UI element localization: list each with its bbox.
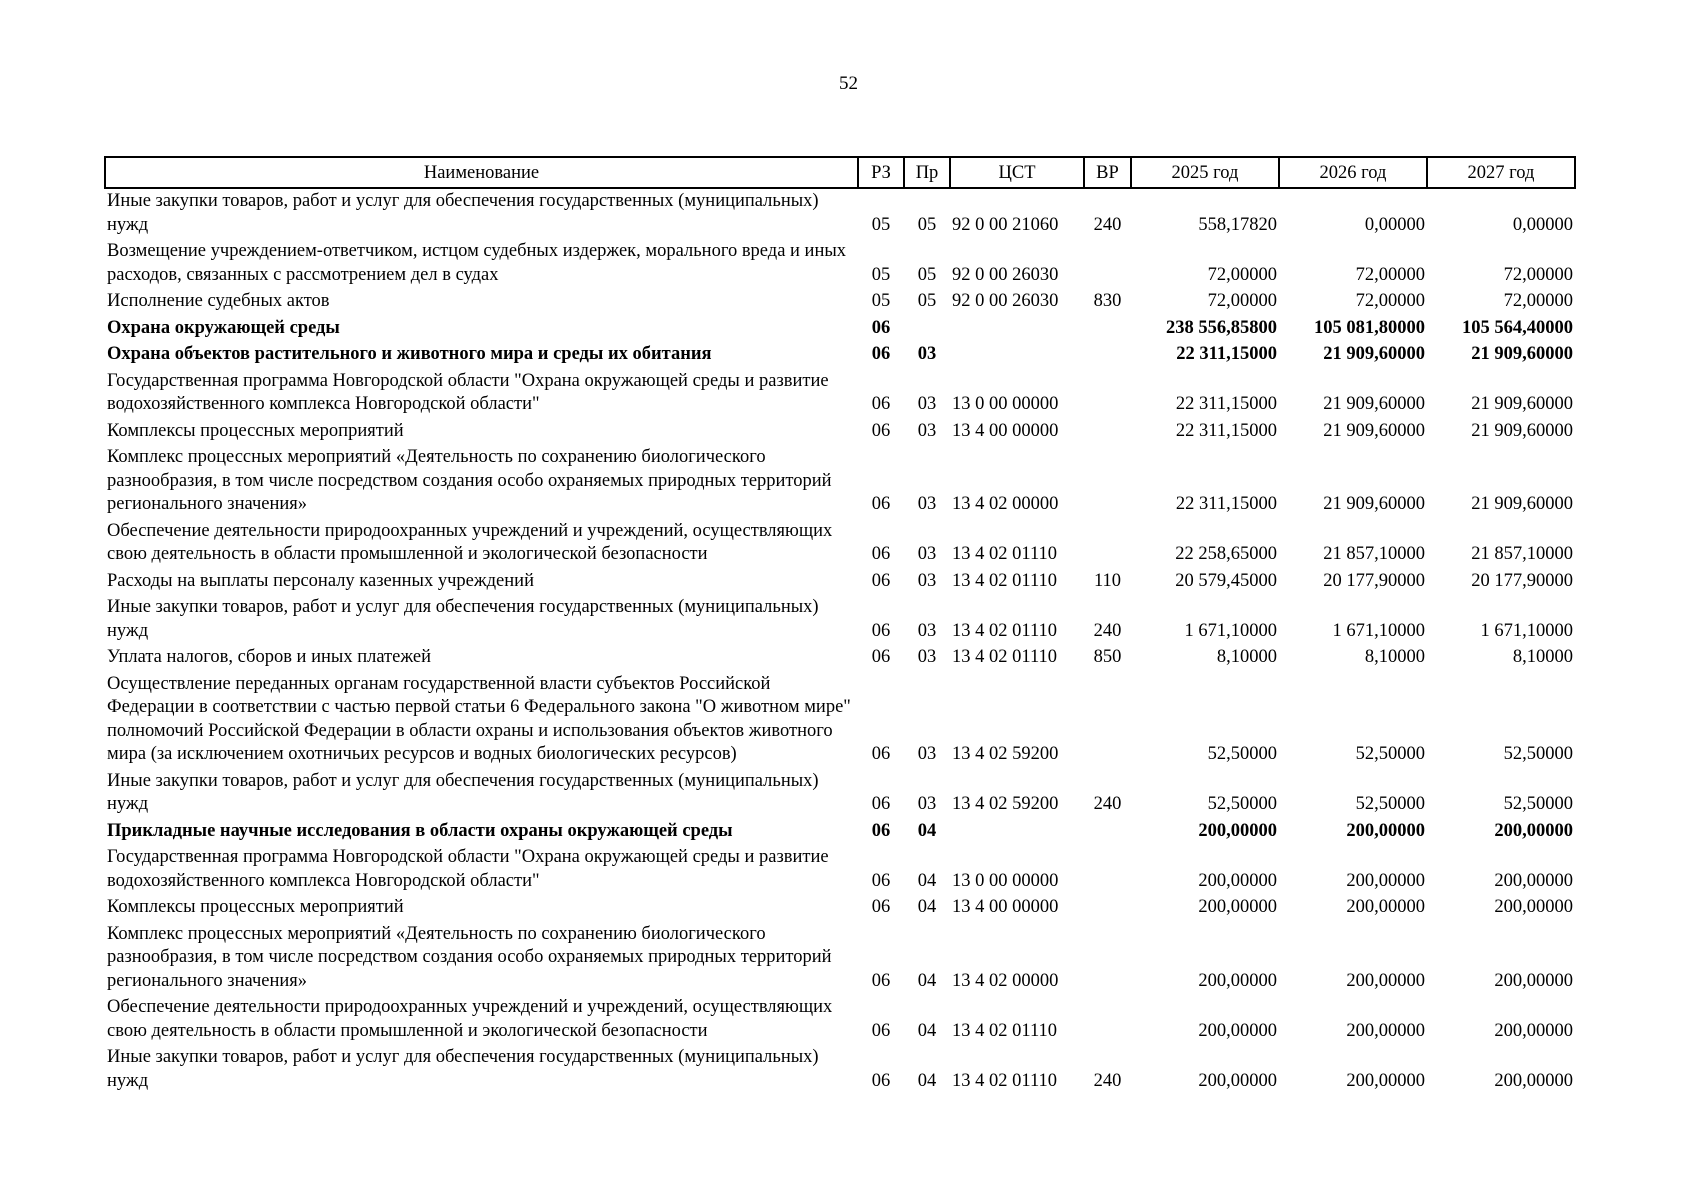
cell-2026: 21 909,60000 [1323,344,1425,364]
table-row [105,895,1575,922]
table-body [105,188,1575,1095]
table-row [105,845,1575,895]
cell-cst [950,316,1084,343]
cell-vr [1084,519,1131,569]
cell-rz: 06 [871,897,891,917]
cell-name: Комплексы процессных мероприятий [107,897,404,917]
cell-2027: 72,00000 [1503,264,1573,285]
cell-rz: 06 [871,420,891,441]
table-row [105,342,1575,369]
cell-2025: 200,00000 [1198,897,1277,917]
cell-2026: 52,50000 [1355,794,1425,814]
cell-2026: 52,50000 [1355,744,1425,764]
table-row [105,188,1575,239]
cell-name: Расходы на выплаты персоналу казенных учреждений [107,570,534,591]
cell-vr [1084,819,1131,846]
cell-rz: 06 [871,317,891,338]
column-header-2026: 2026 год [1279,157,1427,188]
cell-2026: 200,00000 [1346,1070,1425,1091]
cell-cst: 92 0 00 21060 [952,214,1059,235]
cell-pr: 04 [917,820,937,841]
column-header-2025: 2025 год [1131,157,1279,188]
cell-name: Иные закупки товаров, работ и услуг для обеспечения государственных (муниципальных) нужд [107,770,819,814]
cell-pr: 04 [917,897,937,917]
table-row [105,645,1575,672]
cell-rz: 06 [871,647,891,667]
cell-2026: 21 909,60000 [1323,494,1425,514]
cell-cst: 92 0 00 26030 [952,264,1059,285]
cell-2025: 558,17820 [1198,214,1277,235]
column-header-vr: ВР [1084,157,1131,188]
cell-2025: 1 671,10000 [1184,620,1277,641]
cell-rz: 06 [871,344,891,364]
cell-2027: 200,00000 [1494,897,1573,917]
cell-2027: 21 909,60000 [1471,344,1573,364]
cell-rz: 06 [871,970,891,991]
cell-rz: 06 [871,1020,891,1041]
cell-rz: 05 [871,291,891,311]
cell-2026: 8,10000 [1364,647,1425,667]
cell-cst: 13 4 00 00000 [952,897,1059,917]
cell-2027: 200,00000 [1494,1070,1573,1091]
cell-name: Обеспечение деятельности природоохранных учреждений и учреждений, осуществляющих свою деятельность в области промышленной и экологической безопасности [107,997,833,1041]
cell-2027: 52,50000 [1503,744,1573,764]
page-number: 52 [839,73,858,94]
table-header-row [105,157,1575,188]
cell-2025: 22 311,15000 [1176,344,1277,364]
cell-cst [950,819,1084,846]
cell-2025: 200,00000 [1198,1070,1277,1091]
cell-pr: 04 [917,1070,937,1091]
cell-vr [1084,672,1131,769]
cell-2027: 200,00000 [1494,820,1573,841]
cell-pr [904,316,950,343]
cell-rz: 05 [871,264,891,285]
cell-name: Комплекс процессных мероприятий «Деятельность по сохранению биологического разнообразия, в том числе посредством создания особо охраняемых природных территорий регионального значения» [107,923,832,991]
cell-name: Государственная программа Новгородской области "Охрана окружающей среды и развитие водохозяйственного комплекса Новгородской области" [107,847,829,891]
table-row [105,1045,1575,1095]
cell-vr [1084,895,1131,922]
cell-rz: 06 [871,494,891,514]
cell-rz: 06 [871,820,891,841]
cell-vr: 240 [1093,620,1122,641]
cell-cst: 13 4 02 01110 [952,1020,1058,1041]
cell-2025: 22 258,65000 [1175,544,1277,564]
cell-cst: 13 4 02 00000 [952,970,1059,991]
cell-vr [1084,342,1131,369]
cell-pr: 04 [917,970,937,991]
cell-2027: 21 909,60000 [1471,394,1573,414]
cell-2026: 21 857,10000 [1323,544,1425,564]
cell-2027: 1 671,10000 [1480,620,1573,641]
cell-name: Обеспечение деятельности природоохранных учреждений и учреждений, осуществляющих свою деятельность в области промышленной и экологической безопасности [107,520,833,564]
cell-2025: 22 311,15000 [1175,394,1277,414]
cell-pr: 03 [917,570,937,591]
cell-2027: 21 857,10000 [1471,544,1573,564]
cell-pr: 03 [917,494,937,514]
table-row [105,672,1575,769]
cell-name: Иные закупки товаров, работ и услуг для обеспечения государственных (муниципальных) нужд [107,1047,819,1091]
cell-name: Прикладные научные исследования в области охраны окружающей среды [107,820,733,841]
cell-pr: 03 [917,794,937,814]
cell-2026: 0,00000 [1364,214,1425,235]
column-header-2027: 2027 год [1427,157,1575,188]
cell-2025: 200,00000 [1198,970,1277,991]
cell-name: Возмещение учреждением-ответчиком, истцом судебных издержек, морального вреда и иных расходов, связанных с рассмотрением дел в судах [107,241,847,285]
cell-name: Осуществление переданных органам государственной власти субъектов Российской Федерации в соответствии с частью первой статьи 6 Федерального закона "О животном мире" полномочий Российской Федерации в области охраны и использования объектов животного мира (за исключением охотничьих ресурсов и водных биологических ресурсов) [107,673,851,764]
cell-2025: 52,50000 [1207,794,1277,814]
cell-pr: 03 [917,647,937,667]
cell-rz: 06 [871,794,891,814]
cell-2025: 72,00000 [1207,291,1277,311]
cell-cst: 13 0 00 00000 [952,870,1059,891]
cell-2027: 20 177,90000 [1471,570,1573,591]
cell-2025: 22 311,15000 [1175,494,1277,514]
cell-pr: 03 [917,394,937,414]
cell-name: Исполнение судебных актов [107,291,330,311]
cell-rz: 06 [871,394,891,414]
cell-2025: 52,50000 [1207,744,1277,764]
cell-pr: 05 [917,264,937,285]
cell-cst: 13 4 02 01110 [952,570,1058,591]
cell-2025: 72,00000 [1207,264,1277,285]
table-row [105,569,1575,596]
cell-2025: 20 579,45000 [1175,570,1277,591]
cell-name: Охрана окружающей среды [107,317,340,338]
cell-pr: 03 [917,344,937,364]
cell-rz: 06 [871,544,891,564]
cell-vr [1084,419,1131,446]
cell-vr: 830 [1093,291,1122,311]
cell-vr [1084,239,1131,289]
cell-pr: 03 [917,744,937,764]
cell-name: Уплата налогов, сборов и иных платежей [107,647,432,667]
cell-pr: 03 [917,620,937,641]
cell-2026: 200,00000 [1346,870,1425,891]
cell-rz: 06 [871,870,891,891]
cell-rz: 05 [871,214,891,235]
cell-2025: 8,10000 [1216,647,1277,667]
cell-vr [1084,995,1131,1045]
cell-name: Иные закупки товаров, работ и услуг для обеспечения государственных (муниципальных) нужд [107,597,819,641]
table-row [105,445,1575,519]
cell-vr [1084,316,1131,343]
table-row [105,316,1575,343]
cell-2027: 72,00000 [1503,291,1573,311]
cell-pr: 04 [917,870,937,891]
cell-2027: 105 564,40000 [1462,317,1573,338]
cell-vr [1084,445,1131,519]
table-row [105,595,1575,645]
cell-name: Охрана объектов растительного и животного мира и среды их обитания [107,344,712,364]
cell-vr: 240 [1093,1070,1122,1091]
cell-cst: 13 4 00 00000 [952,420,1059,441]
cell-2027: 21 909,60000 [1471,420,1573,441]
column-header-cst: ЦСТ [950,157,1084,188]
cell-2026: 200,00000 [1346,970,1425,991]
cell-name: Комплекс процессных мероприятий «Деятельность по сохранению биологического разнообразия, в том числе посредством создания особо охраняемых природных территорий регионального значения» [107,447,832,514]
table-row [105,419,1575,446]
cell-cst: 13 4 02 59200 [952,794,1059,814]
cell-pr: 05 [917,291,937,311]
cell-rz: 06 [871,744,891,764]
cell-name: Государственная программа Новгородской области "Охрана окружающей среды и развитие водохозяйственного комплекса Новгородской области" [107,370,829,414]
table-row [105,819,1575,846]
cell-cst [950,342,1084,369]
cell-2026: 21 909,60000 [1323,394,1425,414]
table-row [105,239,1575,289]
cell-rz: 06 [871,570,891,591]
table-row [105,769,1575,819]
cell-2027: 21 909,60000 [1471,494,1573,514]
cell-2027: 52,50000 [1503,794,1573,814]
cell-vr: 850 [1093,647,1122,667]
cell-2027: 200,00000 [1494,1020,1573,1041]
column-header-name: Наименование [105,157,858,188]
cell-name: Комплексы процессных мероприятий [107,420,404,441]
table-row [105,369,1575,419]
cell-vr [1084,369,1131,419]
cell-2025: 22 311,15000 [1175,420,1277,441]
cell-rz: 06 [871,1070,891,1091]
cell-pr: 03 [917,544,937,564]
cell-2026: 72,00000 [1355,291,1425,311]
cell-rz: 06 [871,620,891,641]
cell-2026: 105 081,80000 [1314,317,1425,338]
table-row [105,289,1575,316]
table-row [105,922,1575,996]
cell-name: Иные закупки товаров, работ и услуг для обеспечения государственных (муниципальных) нужд [107,191,819,235]
table-row [105,519,1575,569]
column-header-rz: РЗ [858,157,904,188]
cell-2025: 200,00000 [1198,820,1277,841]
cell-2026: 21 909,60000 [1323,420,1425,441]
cell-2026: 200,00000 [1346,1020,1425,1041]
cell-2025: 200,00000 [1198,1020,1277,1041]
cell-2026: 200,00000 [1346,820,1425,841]
cell-2026: 200,00000 [1346,897,1425,917]
cell-2027: 0,00000 [1512,214,1573,235]
cell-2026: 20 177,90000 [1323,570,1425,591]
cell-pr: 04 [917,1020,937,1041]
cell-cst: 13 4 02 01110 [952,620,1058,641]
cell-cst: 13 0 00 00000 [952,394,1059,414]
budget-table [104,156,1576,1095]
cell-vr: 110 [1093,570,1122,591]
column-header-pr: Пр [904,157,950,188]
cell-2027: 200,00000 [1494,870,1573,891]
cell-cst: 13 4 02 59200 [952,744,1059,764]
cell-cst: 92 0 00 26030 [952,291,1059,311]
cell-vr [1084,845,1131,895]
cell-cst: 13 4 02 01110 [952,544,1058,564]
cell-2026: 72,00000 [1355,264,1425,285]
cell-cst: 13 4 02 01110 [952,647,1058,667]
cell-vr: 240 [1093,214,1122,235]
cell-2026: 1 671,10000 [1332,620,1425,641]
cell-vr [1084,922,1131,996]
cell-2025: 200,00000 [1198,870,1277,891]
cell-2027: 200,00000 [1494,970,1573,991]
cell-pr: 03 [917,420,937,441]
cell-2025: 238 556,85800 [1166,317,1277,338]
table-row [105,995,1575,1045]
cell-pr: 05 [917,214,937,235]
cell-vr: 240 [1093,794,1122,814]
cell-cst: 13 4 02 01110 [952,1070,1058,1091]
cell-cst: 13 4 02 00000 [952,494,1059,514]
cell-2027: 8,10000 [1512,647,1573,667]
